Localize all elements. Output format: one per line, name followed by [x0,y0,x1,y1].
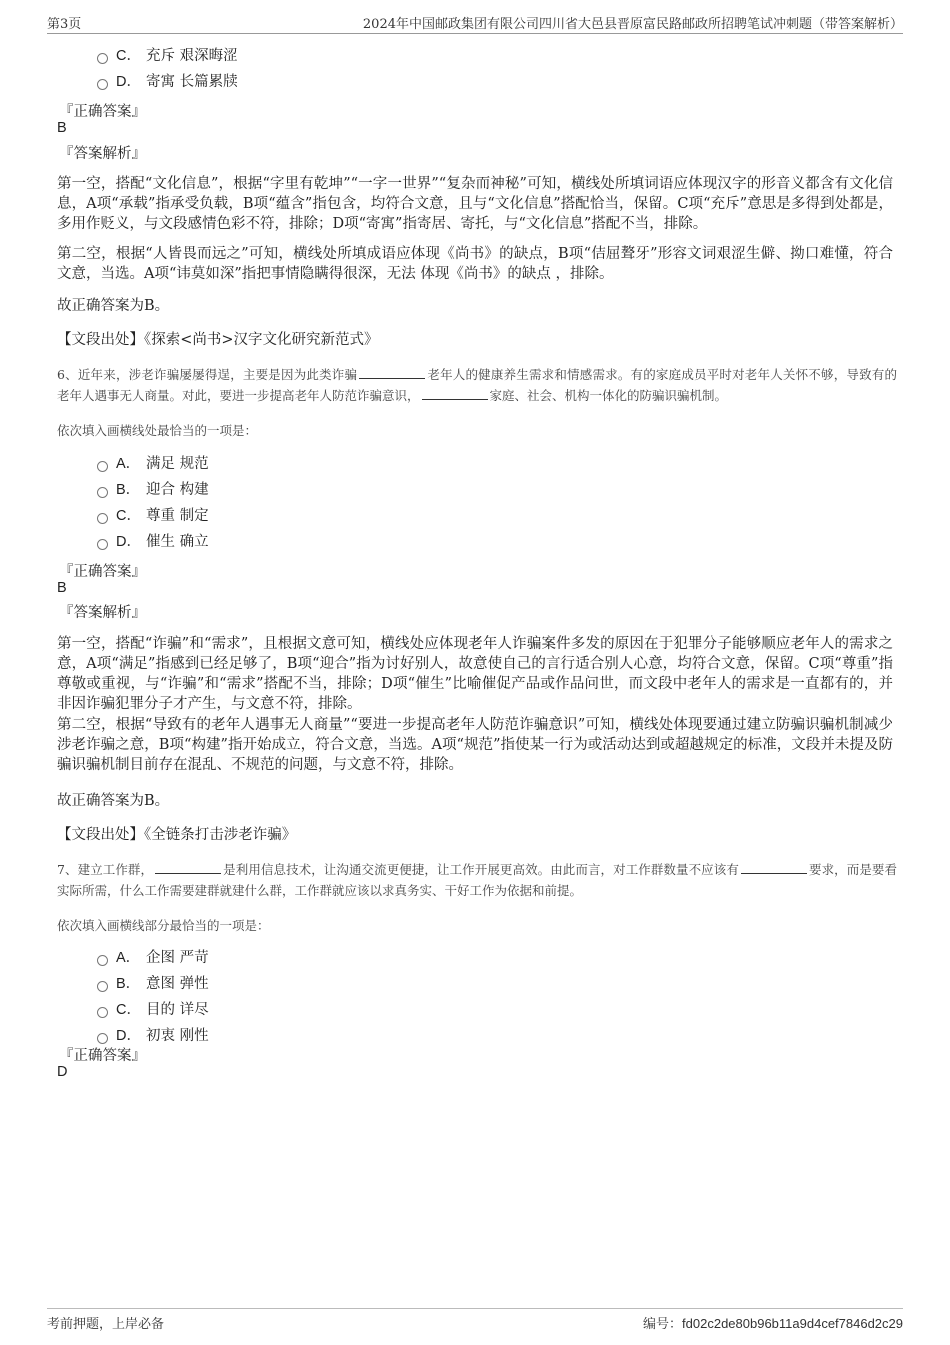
q6-prompt: 依次填入画横线处最恰当的一项是： [57,423,258,438]
q6-analysis-paragraph-1: 第一空，搭配“诈骗”和“需求”，且根据文意可知，横线处应体现老年人诈骗案件多发的原因在于犯罪分子能够顺应老年人的需求之意，A项“满足”指感到已经足够了，B项“迎合”指为讨好别人，故意使自己的言行适合别人心意，均符合文意，保留。C项“尊重”指尊敬或重视，与“诈骗”和“需求”搭配不当，排除；D项“催生”比喻催促产品或作品问世，而文段中老年人的需求是一直都有的，并非因诈骗犯罪分子才产生，与文意不符，排除。 [57,636,893,712]
q6-stem: 6、近年来，涉老诈骗屡屡得逞，主要是因为此类诈骗 老年人的健康养生需求和情感需求。有的家庭成员平时对老年人关怀不够，导致有的老年人遇事无人商量。对此，要进一步提高老年人防范诈骗意识， 家庭、社会、机构一体化的防骗识骗机制。 [57,367,897,403]
q5-option-d[interactable]: D． 寄寓 长篇累牍 [97,72,238,92]
q7-blank-1 [155,862,221,874]
q6-source: 【文段出处】《全链条打击涉老诈骗》 [57,827,297,843]
q5-correct-answer-label: 『正确答案』 [59,104,146,120]
q6-analysis-label: 『答案解析』 [59,605,146,621]
header-divider [47,33,903,34]
footer-slogan: 考前押题，上岸必备 [47,1317,165,1332]
radio-icon[interactable] [97,981,108,992]
q6-blank-2 [422,388,488,400]
q6-option-b[interactable]: B． 迎合 构建 [97,480,209,500]
q6-blank-1 [359,367,425,379]
q7-stem: 7、建立工作群， 是利用信息技术，让沟通交流更便捷，让工作开展更高效。由此而言，对工作群数量不应该有 要求，而是要看实际所需，什么工作需要建群就建什么群，工作群就应该以求真务实、干好工作为依据和前提。 [57,862,897,898]
q7-blank-2 [741,862,807,874]
page-number: 第3页 [47,17,82,32]
radio-icon[interactable] [97,487,108,498]
document-code: 编号：fd02c2de80b96b11a9d4cef7846d2c29 [643,1316,903,1332]
q7-option-d[interactable]: D． 初衷 刚性 [97,1026,209,1046]
radio-icon[interactable] [97,1033,108,1044]
q7-option-b[interactable]: B． 意图 弹性 [97,974,209,994]
radio-icon[interactable] [97,1007,108,1018]
radio-icon[interactable] [97,461,108,472]
radio-icon[interactable] [97,539,108,550]
q5-source: 【文段出处】《探索<尚书>汉字文化研究新范式》 [57,332,379,348]
radio-icon[interactable] [97,955,108,966]
q7-option-c[interactable]: C． 目的 详尽 [97,1000,209,1020]
q6-conclusion: 故正确答案为B。 [57,793,170,809]
q6-option-d[interactable]: D． 催生 确立 [97,532,209,552]
q6-analysis-paragraph-2: 第二空，根据“导致有的老年人遇事无人商量”“要进一步提高老年人防范诈骗意识”可知，横线处体现要通过建立防骗识骗机制减少涉老诈骗之意，B项“构建”指开始成立，符合文意，当选。A项“规范”指使某一行为或活动达到或超越规定的标准，文段并未提及防骗识骗机制目前存在混乱、不规范的问题，与文意不符，排除。 [57,717,893,773]
q7-prompt: 依次填入画横线部分最恰当的一项是： [57,918,270,933]
radio-icon[interactable] [97,53,108,64]
document-title: 2024年中国邮政集团有限公司四川省大邑县晋原富民路邮政所招聘笔试冲刺题（带答案解析） [362,17,903,32]
q5-analysis-paragraph-2: 第二空，根据“人皆畏而远之”可知，横线处所填成语应体现《尚书》的缺点，B项“佶屈聱牙”形容文词艰涩生僻、拗口难懂，符合文意，当选。A项“讳莫如深”指把事情隐瞒得很深，无法 体现《尚书》的缺点 ，排除。 [57,246,893,282]
q6-option-c[interactable]: C． 尊重 制定 [97,506,209,526]
q6-answer: B [57,580,67,596]
q5-analysis-label: 『答案解析』 [59,146,146,162]
footer-divider [47,1308,903,1309]
q5-conclusion: 故正确答案为B。 [57,298,170,314]
radio-icon[interactable] [97,79,108,90]
q7-answer: D [57,1064,68,1080]
q6-option-a[interactable]: A． 满足 规范 [97,454,209,474]
q7-option-a[interactable]: A． 企图 严苛 [97,948,209,968]
q5-answer: B [57,120,67,136]
q7-correct-answer-label: 『正确答案』 [59,1048,146,1064]
q5-analysis-paragraph-1: 第一空，搭配“文化信息”，根据“字里有乾坤”“一字一世界”“复杂而神秘”可知，横线处所填词语应体现汉字的形音义都含有文化信息，A项“承载”指承受负载，B项“蕴含”指包含，均符合文意，且与“文化信息”搭配恰当，保留。C项“充斥”意思是多得到处都是，多用作贬义，与文段感情色彩不符，排除；D项“寄寓”指寄居、寄托，与“文化信息”搭配不当，排除。 [57,176,893,232]
radio-icon[interactable] [97,513,108,524]
q5-option-c[interactable]: C． 充斥 艰深晦涩 [97,46,238,66]
q6-correct-answer-label: 『正确答案』 [59,564,146,580]
